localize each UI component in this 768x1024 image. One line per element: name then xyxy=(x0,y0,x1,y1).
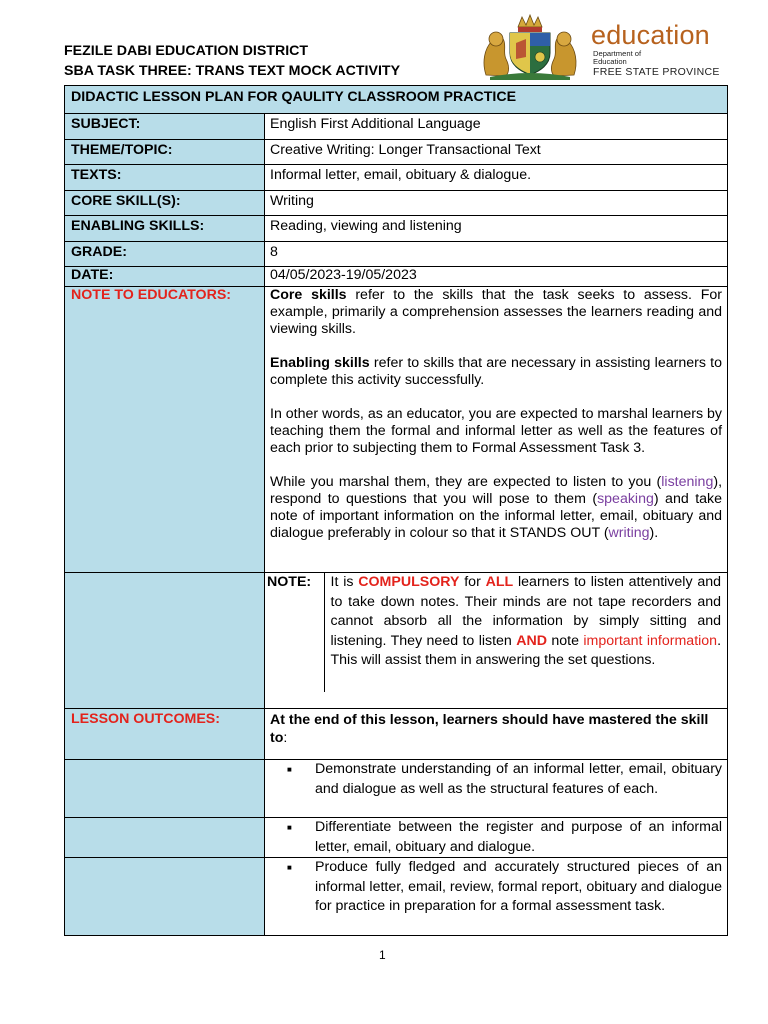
outcome-2-blank xyxy=(65,818,265,858)
inner-note-text xyxy=(324,573,727,692)
compulsory-note-cell xyxy=(265,573,728,709)
logo-dept-line1: Department of xyxy=(593,49,642,58)
important-information-phrase: important information xyxy=(583,632,718,649)
inote-t4: note xyxy=(546,632,584,649)
logo-province: FREE STATE PROVINCE xyxy=(593,66,720,78)
row-label-texts: TEXTS: xyxy=(65,165,265,191)
plan-title-text: DIDACTIC LESSON PLAN FOR QAULITY CLASSROOM PRACTICE xyxy=(71,89,517,105)
logo-dept-line2: Education xyxy=(593,57,627,66)
task-title: SBA TASK THREE: TRANS TEXT MOCK ACTIVITY xyxy=(64,63,401,79)
bullet-icon: ■ xyxy=(287,765,292,774)
enabling-skills-term: Enabling skills xyxy=(270,355,370,371)
education-logo xyxy=(591,20,720,78)
inote-t5: . This will assist them in answering the set questions. xyxy=(330,632,722,668)
row-value-subject: English First Additional Language xyxy=(265,114,728,140)
speaking-word: speaking xyxy=(597,491,654,507)
row-label-date: DATE: xyxy=(65,267,265,287)
bullet-icon: ■ xyxy=(287,823,292,832)
outcome-2-text: Differentiate between the register and purpose of an informal letter, email, obituary and dialogue. xyxy=(315,819,723,855)
row-value-core-skills: Writing xyxy=(265,191,728,216)
row-label-core-skills: CORE SKILL(S): xyxy=(65,191,265,216)
outcome-2-cell xyxy=(265,818,728,858)
row-label-theme: THEME/TOPIC: xyxy=(65,140,265,165)
note-paragraph-enabling xyxy=(270,355,722,389)
and-word: AND xyxy=(516,632,547,649)
note-row-blank-label xyxy=(65,573,265,709)
all-word: ALL xyxy=(485,574,514,590)
district-title: FEZILE DABI EDUCATION DISTRICT xyxy=(64,43,309,59)
p4-part-a: While you marshal them, they are expected to listen to you ( xyxy=(270,474,662,490)
outcome-3-text: Produce fully fledged and accurately structured pieces of an informal letter, email, review, formal report, obituary and dialogue for practice in preparation for a formal assessment task. xyxy=(315,859,723,914)
bullet-icon: ■ xyxy=(287,863,292,872)
row-label-grade: GRADE: xyxy=(65,242,265,267)
note-paragraph-listening xyxy=(270,474,722,542)
row-value-grade: 8 xyxy=(265,242,728,267)
writing-word: writing xyxy=(608,525,650,541)
row-value-texts: Informal letter, email, obituary & dialogue. xyxy=(265,165,728,191)
outcome-1-blank xyxy=(65,760,265,818)
inote-t2: for xyxy=(459,574,486,590)
outcome-1-cell xyxy=(265,760,728,818)
lesson-outcomes-label: LESSON OUTCOMES: xyxy=(65,709,265,760)
list-item xyxy=(265,760,727,799)
row-value-theme: Creative Writing: Longer Transactional Text xyxy=(265,140,728,165)
inote-t1: It is xyxy=(330,574,359,590)
page-number: 1 xyxy=(379,948,386,962)
compulsory-note-table xyxy=(265,573,727,692)
lesson-plan-table xyxy=(64,85,728,936)
p4-part-d: ). xyxy=(649,525,659,541)
core-skills-text: refer to the skills that the task seeks to assess. For example, primarily a comprehension assesses the learners reading and viewing skills. xyxy=(270,287,723,337)
outcomes-intro-bold: At the end of this lesson, learners should have mastered the skill to xyxy=(270,712,709,746)
note-to-educators-text xyxy=(265,287,728,573)
p4-part-b: ), respond to questions that you will pose to them ( xyxy=(270,474,723,507)
logo-word: education xyxy=(591,20,710,50)
list-item xyxy=(265,858,727,917)
lesson-outcomes-intro xyxy=(265,709,728,760)
row-label-subject: SUBJECT: xyxy=(65,114,265,140)
outcome-1-text: Demonstrate understanding of an informal letter, email, obituary and dialogue as well as the structural features of each. xyxy=(315,761,723,797)
inote-t3: learners to listen attentively and to take down notes. Their minds are not tape recorders and cannot absorb all the information by simply sitting and listening. They need to listen xyxy=(330,574,722,649)
outcomes-intro-tail: : xyxy=(283,730,288,746)
outcome-3-cell xyxy=(265,858,728,936)
enabling-skills-text: refer to skills that are necessary in assisting learners to complete this activity successfully. xyxy=(270,355,723,388)
note-paragraph-marshal: In other words, as an educator, you are expected to marshal learners by teaching them the formal and informal letter as well as the features of each prior to subjecting them to Formal Assessment Task 3. xyxy=(270,406,723,456)
row-value-enabling-skills: Reading, viewing and listening xyxy=(265,216,728,242)
plan-title xyxy=(65,86,728,114)
coat-of-arms-icon xyxy=(476,13,584,81)
p4-part-c: ) and take note of important information on the informal letter, email, obituary and dialogue preferably in colour so that it STANDS OUT ( xyxy=(270,491,723,541)
core-skills-term: Core skills xyxy=(270,287,347,303)
note-to-educators-label: NOTE TO EDUCATORS: xyxy=(65,287,265,573)
inner-note-label: NOTE: xyxy=(265,573,324,692)
outcome-3-blank xyxy=(65,858,265,936)
row-value-date: 04/05/2023-19/05/2023 xyxy=(265,267,728,287)
compulsory-word: COMPULSORY xyxy=(358,574,460,590)
list-item xyxy=(265,818,727,857)
note-paragraph-core xyxy=(270,287,722,338)
row-label-enabling-skills: ENABLING SKILLS: xyxy=(65,216,265,242)
listening-word: listening xyxy=(661,474,714,490)
